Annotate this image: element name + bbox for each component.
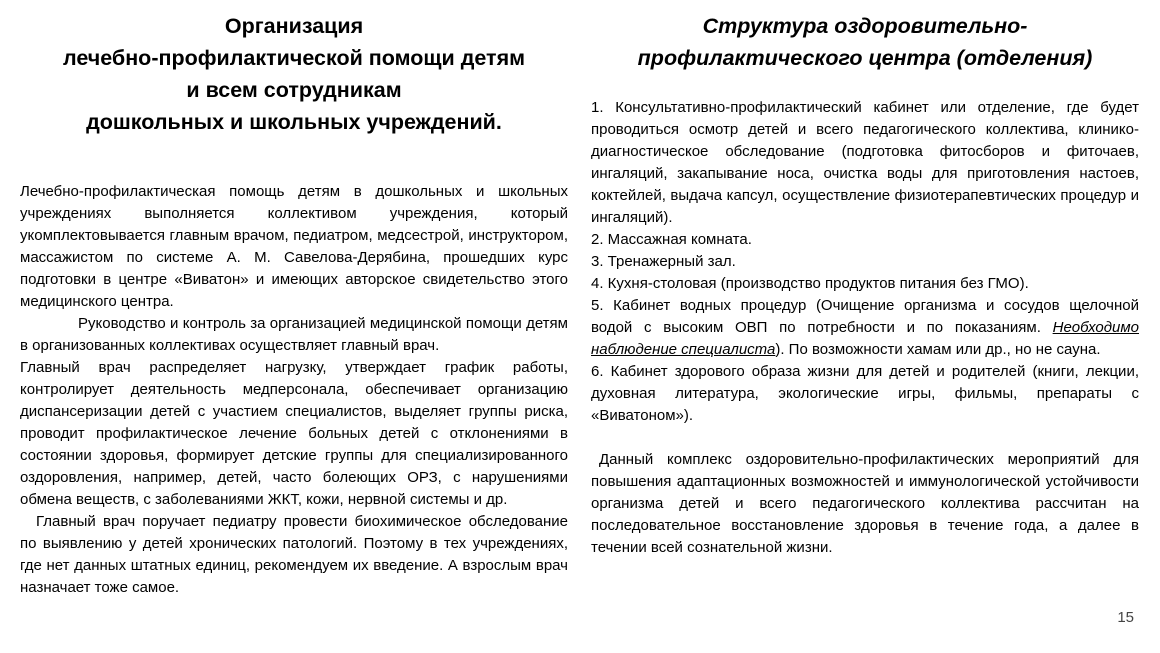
- list-item-4: 4. Кухня-столовая (производство продуктов питания без ГМО).: [591, 275, 1029, 292]
- list-item-5: [591, 295, 1139, 361]
- left-paragraph-4: Главный врач поручает педиатру провести биохимическое обследование по выявлению у детей хронических патологий. Поэтому в тех учреждениях, где нет данных штатных единиц, рекомендуем их введение. А взрослым врач назначает тоже самое.: [20, 513, 568, 596]
- left-title-line-3: и всем сотрудникам: [186, 78, 402, 102]
- specialist-note: Необходимо наблюдение специалиста: [591, 319, 1139, 358]
- left-paragraph-3: Главный врач распределяет нагрузку, утверждает график работы, контролирует деятельность медперсонала, обеспечивает организацию диспансеризации детей с участием специалистов, выделяет группы риска, проводит профилактическое лечение больных детей с отклонениями в состоянии здоровья, формирует детские группы для специализированного оздоровления, например, детей, часто болеющих ОРЗ, с нарушениями обмена веществ, с заболеваниями ЖКТ, кожи, нервной системы и др.: [20, 359, 568, 508]
- list-item-6: 6. Кабинет здорового образа жизни для детей и родителей (книги, лекции, духовная литература, экологические игры, фильмы, препараты с «Виватоном»).: [591, 363, 1139, 424]
- left-body: [20, 181, 568, 599]
- left-title: [20, 10, 568, 138]
- list-item-5-text-end: ). По возможности хамам или др., но не сауна.: [775, 341, 1101, 358]
- left-title-line-4: дошкольных и школьных учреждений.: [86, 110, 502, 134]
- spacer: [591, 427, 1139, 449]
- list-item-1: 1. Консультативно-профилактический кабинет или отделение, где будет проводиться осмотр детей и всего педагогического коллектива, клинико-диагностическое обследование (подготовка фитосборов и фиточаев, ингаляций, закапывание носа, очистка воды для приготовления настоев, коктейлей, выдача капсул, осуществление физиотерапевтических процедур и ингаляций).: [591, 99, 1139, 226]
- left-title-line-1: Организация: [224, 14, 364, 38]
- right-title-line-1: Структура оздоровительно-: [702, 14, 1028, 38]
- list-item-5-text-start: 5. Кабинет водных процедур (Очищение организма и сосудов щелочной водой с высоким ОВП по потребности и по показаниям.: [591, 297, 1139, 336]
- list-item-3: 3. Тренажерный зал.: [591, 253, 736, 270]
- list-item-2: 2. Массажная комната.: [591, 231, 752, 248]
- page-number: 15: [1117, 609, 1134, 626]
- summary-paragraph: Данный комплекс оздоровительно-профилактических мероприятий для повышения адаптационных возможностей и иммунологической устойчивости организма детей и всего педагогического коллектива рассчитан на последовательное восстановление здоровья в течение года, а далее в течении всей сознательной жизни.: [591, 451, 1139, 556]
- right-body: [591, 97, 1139, 559]
- left-paragraph-2: Руководство и контроль за организацией медицинской помощи детям в организованных коллективах осуществляет главный врач.: [20, 315, 568, 354]
- left-paragraph-1: Лечебно-профилактическая помощь детям в дошкольных и школьных учреждениях выполняется коллективом учреждения, который укомплектовывается главным врачом, педиатром, медсестрой, инструктором, массажистом по системе А. М. Савелова-Дерябина, прошедших курс подготовки в центре «Виватон» и имеющих авторское свидетельство этого медицинского центра.: [20, 183, 568, 310]
- right-title-line-2: профилактического центра (отделения): [637, 46, 1093, 70]
- left-title-line-2: лечебно-профилактической помощи детям: [62, 46, 526, 70]
- right-title: [591, 10, 1139, 74]
